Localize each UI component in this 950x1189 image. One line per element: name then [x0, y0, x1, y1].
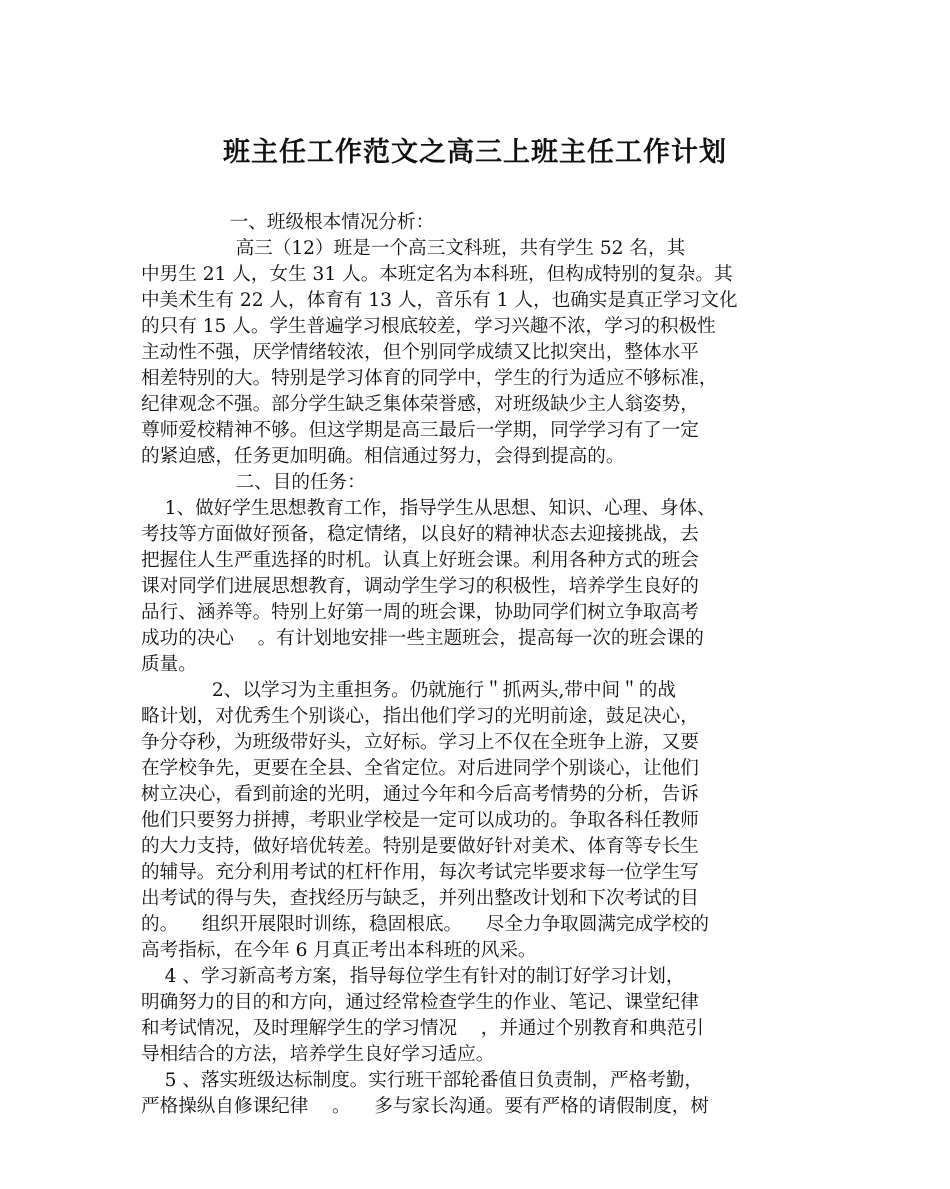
body-text-line: 他们只要努力拼搏，考职业学校是一定可以成功的。争取各科任教师 [141, 810, 699, 831]
body-text-line: 成功的决心 。有计划地安排一些主题班会，提高每一次的班会课的 [141, 628, 704, 649]
body-text-line: 在学校争先，更要在全县、全省定位。对后进同学个别谈心，让他们 [141, 758, 699, 779]
body-text-line: 中美术生有 22 人，体育有 13 人，音乐有 1 人，也确实是真正学习文化 [141, 290, 738, 311]
body-text-line: 2、以学习为主重担务。仍就施行＂抓两头,带中间＂的战 [141, 680, 676, 701]
body-text-line: 课对同学们进展思想教育，调动学生学习的积极性，培养学生良好的 [141, 576, 699, 597]
body-text-line: 的紧迫感，任务更加明确。相信通过努力，会得到提高的。 [141, 446, 625, 467]
body-text-line: 二、目的任务： [141, 472, 366, 493]
body-text-line: 主动性不强，厌学情绪较浓，但个别同学成绩又比拟突出，整体水平 [141, 342, 699, 363]
body-text-line: 树立决心，看到前途的光明，通过今年和今后高考情势的分析，告诉 [141, 784, 699, 805]
body-text-line: 4 、学习新高考方案，指导每位学生有针对的制订好学习计划， [141, 966, 685, 987]
body-text-line: 1、做好学生思想教育工作，指导学生从思想、知识、心理、身体、 [141, 498, 716, 519]
body-text-line: 尊师爱校精神不够。但这学期是高三最后一学期，同学学习有了一定 [141, 420, 699, 441]
body-text-line: 相差特别的大。特别是学习体育的同学中，学生的行为适应不够标准， [141, 368, 718, 389]
body-text-line: 争分夺秒，为班级带好头，立好标。学习上不仅在全班争上游，又要 [141, 732, 699, 753]
body-text-line: 考技等方面做好预备，稳定情绪，以良好的精神状态去迎接挑战，去 [141, 524, 699, 545]
body-text-line: 和考试情况，及时理解学生的学习情况 ，并通过个别教育和典范引 [141, 1018, 704, 1039]
body-text-line: 纪律观念不强。部分学生缺乏集体荣誉感，对班级缺少主人翁姿势， [141, 394, 699, 415]
document-title: 班主任工作范文之高三上班主任工作计划 [223, 137, 727, 168]
body-text-line: 中男生 21 人，女生 31 人。本班定名为本科班，但构成特别的复杂。其 [141, 264, 733, 285]
body-text-line: 略计划，对优秀生个别谈心，指出他们学习的光明前途，鼓足决心， [141, 706, 699, 727]
body-text-line: 的。 组织开展限时训练，稳固根底。 尽全力争取圆满完成学校的 [141, 914, 709, 935]
body-text-line: 明确努力的目的和方向，通过经常检查学生的作业、笔记、课堂纪律 [141, 992, 699, 1013]
body-text-line: 严格操纵自修课纪律 。 多与家长沟通。要有严格的请假制度，树 [141, 1096, 709, 1117]
body-text-line: 的辅导。充分利用考试的杠杆作用，每次考试完毕要求每一位学生写 [141, 862, 699, 883]
body-text-line: 的大力支持，做好培优转差。特别是要做好针对美术、体育等专长生 [141, 836, 699, 857]
body-text-line: 5 、落实班级达标制度。实行班干部轮番值日负责制，严格考勤， [141, 1070, 704, 1091]
body-text-line: 高考指标，在今年 6 月真正考出本科班的风采。 [141, 940, 537, 961]
body-text-line: 的只有 15 人。学生普遍学习根底较差，学习兴趣不浓，学习的积极性 [141, 316, 716, 337]
body-text-line: 出考试的得与失，查找经历与缺乏，并列出整改计划和下次考试的目 [141, 888, 699, 909]
body-text-line: 品行、涵养等。特别上好第一周的班会课，协助同学们树立争取高考 [141, 602, 699, 623]
body-text-line: 一、班级根本情况分析： [141, 212, 435, 233]
body-text-line: 导相结合的方法，培养学生良好学习适应。 [141, 1044, 495, 1065]
body-text-line: 高三（12）班是一个高三文科班，共有学生 52 名，其 [141, 238, 686, 259]
body-text-line: 把握住人生严重选择的时机。认真上好班会课。利用各种方式的班会 [141, 550, 699, 571]
body-text-line: 质量。 [141, 654, 197, 675]
